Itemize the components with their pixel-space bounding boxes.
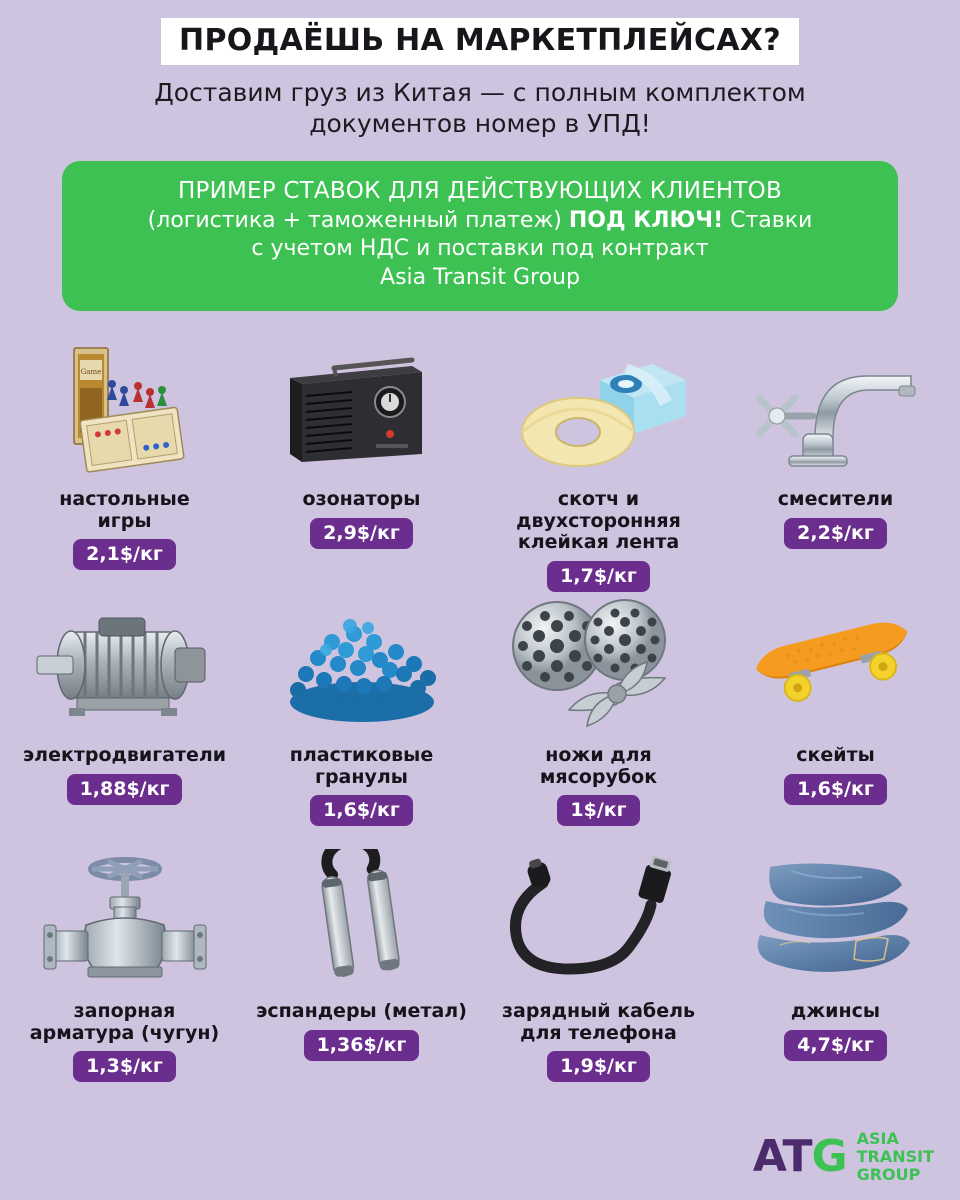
banner-line-2-normal: (логистика + таможенный платеж): [147, 207, 569, 233]
product-name: [496, 1001, 701, 1045]
company-logo: [753, 1130, 934, 1184]
product-name-line: скотч и: [557, 487, 640, 510]
ozonator-icon: [243, 337, 480, 487]
product-name: [17, 745, 232, 767]
tape-icon: [480, 337, 717, 487]
product-card: [717, 849, 954, 1105]
price-badge: 1,88$/кг: [67, 774, 183, 805]
price-badge: 1$/кг: [557, 795, 639, 826]
page-title: ПРОДАЁШЬ НА МАРКЕТПЛЕЙСАХ?: [161, 18, 799, 65]
product-name: [250, 1001, 473, 1023]
product-name-line: зарядный кабель: [501, 999, 696, 1022]
product-name-line: мясорубок: [539, 765, 658, 788]
product-name-line: настольные: [59, 487, 190, 510]
logo-mark-g: G: [811, 1131, 847, 1183]
banner-line-1: ПРИМЕР СТАВОК ДЛЯ ДЕЙСТВУЮЩИХ КЛИЕНТОВ: [178, 178, 782, 204]
product-name-line: клейкая лента: [517, 531, 680, 554]
hand-gripper-icon: [243, 849, 480, 999]
price-badge: 2,2$/кг: [784, 518, 887, 549]
product-name-line: эспандеры (метал): [256, 999, 467, 1022]
headline-wrap: [20, 18, 940, 65]
product-card: [6, 849, 243, 1105]
header: [0, 0, 960, 139]
product-name-line: игры: [97, 509, 152, 532]
product-name-line: скейты: [796, 743, 875, 766]
product-card: [717, 593, 954, 849]
logo-wordmark: [857, 1130, 934, 1184]
charging-cable-icon: [480, 849, 717, 999]
subheadline-line-2: документов номер в УПД!: [309, 108, 651, 138]
banner-line-2-bold: ПОД КЛЮЧ!: [568, 207, 724, 233]
product-name-line: смесители: [777, 487, 894, 510]
faucet-icon: [717, 337, 954, 487]
logo-mark-at: AT: [752, 1131, 812, 1183]
product-name: [772, 489, 899, 511]
skateboard-icon: [717, 593, 954, 743]
product-name-line: джинсы: [790, 999, 881, 1022]
product-name-line: озонаторы: [302, 487, 421, 510]
product-card: [243, 593, 480, 849]
product-name-line: ножи для: [545, 743, 652, 766]
banner-line-2-tail: Ставки: [723, 207, 813, 233]
product-name-line: двухсторонняя: [516, 509, 681, 532]
logo-wordmark-line-1: ASIA: [856, 1129, 899, 1149]
logo-wordmark-line-2: TRANSIT: [856, 1147, 934, 1167]
board-game-icon: [6, 337, 243, 487]
product-card: [480, 849, 717, 1105]
product-card: [717, 337, 954, 593]
valve-icon: [6, 849, 243, 999]
product-card: [480, 337, 717, 593]
banner-line-4: Asia Transit Group: [380, 265, 580, 291]
rates-banner: [62, 161, 898, 311]
product-name: [534, 745, 663, 789]
product-card: [6, 593, 243, 849]
price-badge: 1,9$/кг: [547, 1051, 650, 1082]
product-name-line: для телефона: [520, 1021, 677, 1044]
plastic-granules-icon: [243, 593, 480, 743]
product-name: [24, 1001, 225, 1045]
meat-grinder-knives-icon: [480, 593, 717, 743]
product-card: [480, 593, 717, 849]
price-badge: 2,9$/кг: [310, 518, 413, 549]
product-name: [284, 745, 440, 789]
product-name-line: электродвигатели: [22, 743, 227, 766]
product-grid: [0, 337, 960, 1105]
price-badge: 1,6$/кг: [784, 774, 887, 805]
price-badge: 1,36$/кг: [304, 1030, 420, 1061]
logo-wordmark-line-3: GROUP: [856, 1165, 921, 1185]
price-badge: 1,3$/кг: [73, 1051, 176, 1082]
banner-line-2: [80, 207, 880, 236]
product-name: [790, 745, 881, 767]
logo-mark: [752, 1131, 847, 1183]
product-name: [53, 489, 195, 533]
product-name-line: арматура (чугун): [29, 1021, 220, 1044]
price-badge: 2,1$/кг: [73, 539, 176, 570]
product-name: [297, 489, 427, 511]
price-badge: 4,7$/кг: [784, 1030, 887, 1061]
product-name-line: пластиковые: [289, 743, 434, 766]
price-badge: 1,6$/кг: [310, 795, 413, 826]
electric-motor-icon: [6, 593, 243, 743]
product-name-line: гранулы: [315, 765, 408, 788]
product-name: [510, 489, 687, 555]
price-badge: 1,7$/кг: [547, 561, 650, 592]
product-card: [243, 337, 480, 593]
subheadline-line-1: Доставим груз из Китая — с полным комплектом: [154, 77, 806, 107]
subheadline: [20, 77, 940, 140]
product-name-line: запорная: [73, 999, 176, 1022]
product-card: [6, 337, 243, 593]
product-name: [785, 1001, 886, 1023]
svg-text:Game: Game: [80, 367, 101, 376]
banner-line-3: с учетом НДС и поставки под контракт: [251, 236, 709, 262]
jeans-icon: [717, 849, 954, 999]
product-card: [243, 849, 480, 1105]
